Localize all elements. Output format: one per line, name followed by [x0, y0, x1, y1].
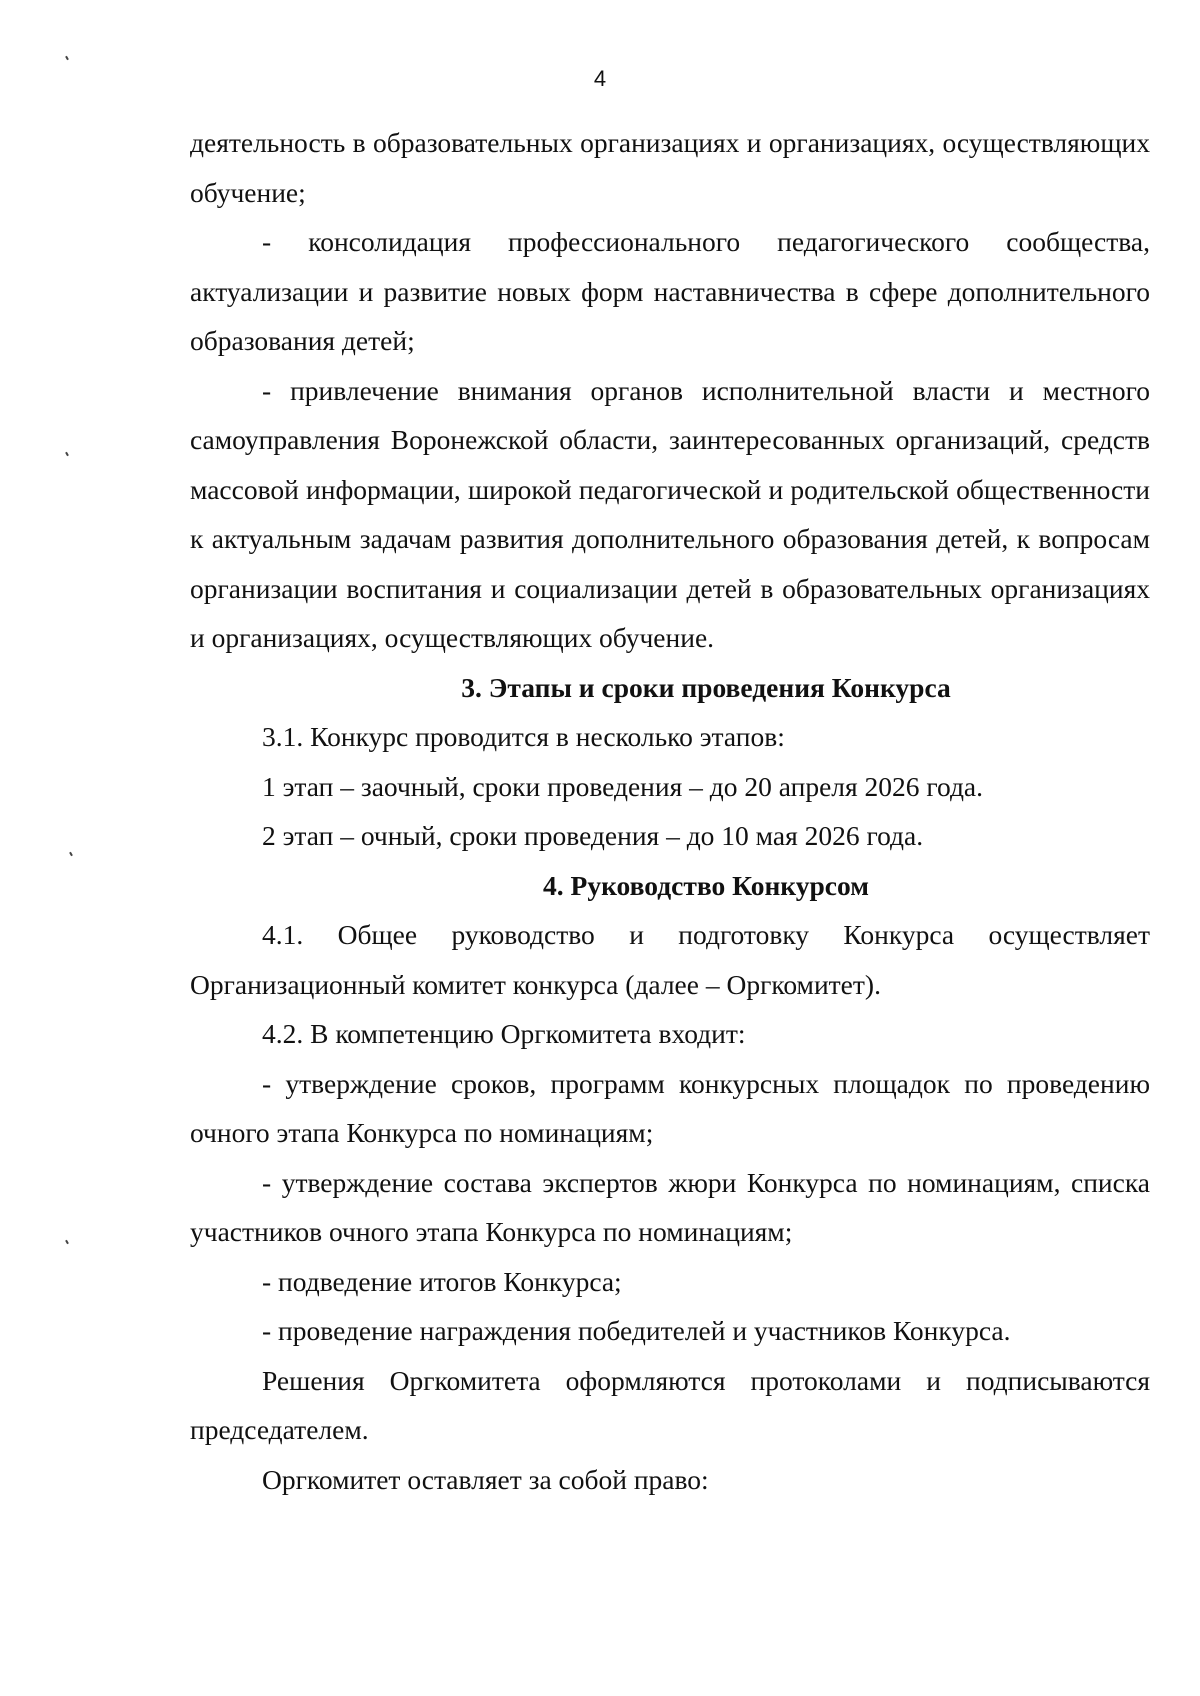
list-item-jury: - утверждение состава экспертов жюри Конкурса по номинациям, списка участников очного этапа Конкурса по номинациям; [190, 1166, 1150, 1247]
paragraph-attention: - привлечение внимания органов исполнительной власти и местного самоуправления Воронежской области, заинтересованных организаций, средств массовой информации, широкой педагогической и родительской общественности к актуальным задачам развития дополнительного образования детей, к вопросам организации воспитания и социализации детей в образовательных организациях и организациях, осуществляющих обучение. [190, 374, 1150, 653]
paragraph-activity: деятельность в образовательных организациях и организациях, осуществляющих обучение; [190, 127, 1150, 208]
paragraph-decisions: Решения Оргкомитета оформляются протоколами и подписываются председателем. [190, 1364, 1150, 1445]
paragraph-rights: Оргкомитет оставляет за собой право: [262, 1463, 709, 1495]
list-item-awards: - проведение награждения победителей и участников Конкурса. [262, 1315, 1011, 1346]
section-3-heading: 3. Этапы и сроки проведения Конкурса [461, 671, 951, 703]
paragraph-4-1: 4.1. Общее руководство и подготовку Конкурса осуществляет Организационный комитет конкурса (далее – Оргкомитет). [190, 919, 1150, 1000]
paragraph-consolidation: - консолидация профессионального педагогического сообщества, актуализации и развитие новых форм наставничества в сфере дополнительного образования детей; [190, 226, 1150, 356]
paragraph-4-2: 4.2. В компетенцию Оргкомитета входит: [262, 1018, 746, 1049]
scan-speck [65, 452, 69, 456]
page-number: 4 [593, 66, 607, 91]
stage-1-line: 1 этап – заочный, сроки проведения – до 20 апреля 2026 года. [262, 770, 984, 802]
paragraph-3-1: 3.1. Конкурс проводится в несколько этапов: [262, 721, 785, 752]
stage-2-line: 2 этап – очный, сроки проведения – до 10 мая 2026 года. [262, 820, 924, 851]
list-item-results: - подведение итогов Конкурса; [262, 1265, 622, 1297]
list-item-schedule: - утверждение сроков, программ конкурсных площадок по проведению очного этапа Конкурса по номинациям; [190, 1067, 1150, 1148]
scan-speck [69, 852, 73, 856]
scan-speck [65, 1240, 69, 1244]
document-body [190, 118, 1150, 1504]
scan-speck [65, 56, 69, 60]
section-4-heading: 4. Руководство Конкурсом [543, 869, 869, 901]
